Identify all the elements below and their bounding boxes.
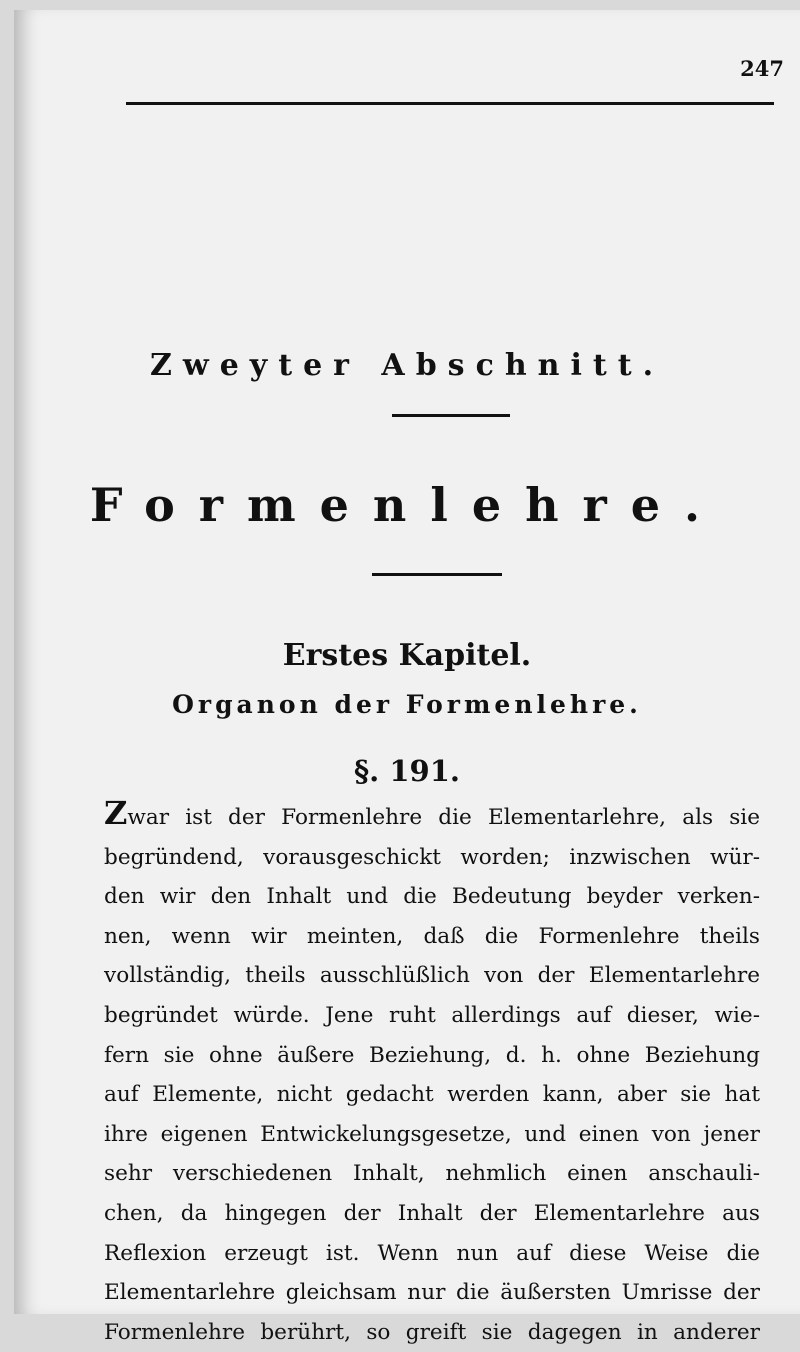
body-text (104, 794, 760, 1352)
text-line: Formenlehre berührt, so greift sie dagegen in anderer (104, 1319, 760, 1345)
chapter-title: Erstes Kapitel. (282, 638, 532, 673)
section-heading: Zweyter Abschnitt. (149, 348, 665, 383)
main-title: Formenlehre. (89, 478, 725, 532)
text-line: Elementarlehre gleichsam nur die äußersten Umrisse der (104, 1280, 760, 1306)
text-line: nen, wenn wir meinten, daß die Formenlehre theils (104, 923, 760, 949)
text-line: chen, da hingegen der Inhalt der Elementarlehre aus (104, 1200, 760, 1226)
text-line: sehr verschiedenen Inhalt, nehmlich einen anschauli- (104, 1161, 760, 1187)
book-page (14, 10, 800, 1345)
header-rule (126, 102, 774, 105)
text-line: begründend, vorausgeschickt worden; inzwischen wür- (104, 844, 760, 870)
text-line: den wir den Inhalt und die Bedeutung beyder verken- (104, 884, 760, 910)
chapter-subtitle: Organon der Formenlehre. (172, 690, 642, 719)
text-line: vollständig, theils ausschlüßlich von der Elementarlehre (104, 963, 760, 989)
divider-rule-bottom (372, 573, 502, 576)
divider-rule-top (392, 414, 510, 417)
text-line: Reflexion erzeugt ist. Wenn nun auf diese Weise die (104, 1240, 760, 1266)
text-line: ihre eigenen Entwickelungsgesetze, und einen von jener (104, 1121, 760, 1147)
text-line: Zwar ist der Formenlehre die Elementarlehre, als sie (104, 794, 760, 832)
page-number: 247 (740, 56, 784, 81)
text-line: begründet würde. Jene ruht allerdings auf dieser, wie- (104, 1002, 760, 1028)
text-line: auf Elemente, nicht gedacht werden kann, aber sie hat (104, 1082, 760, 1108)
text-line: fern sie ohne äußere Beziehung, d. h. ohne Beziehung (104, 1042, 760, 1068)
section-number: §. 191. (354, 754, 460, 788)
